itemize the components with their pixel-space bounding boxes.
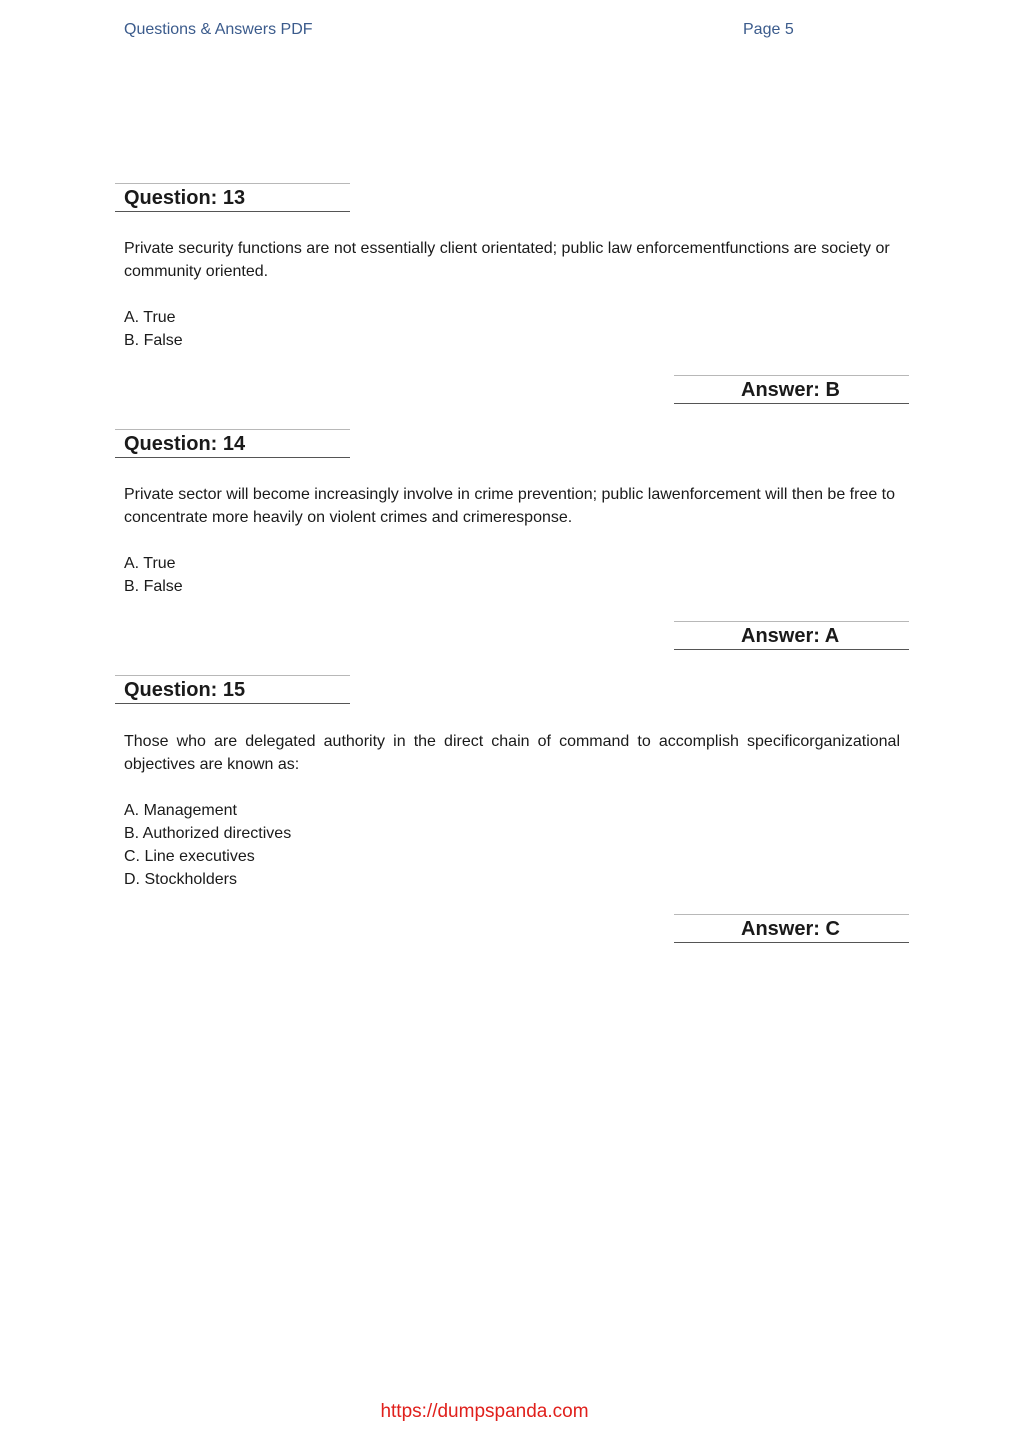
option-item: A. True — [124, 309, 176, 326]
answer-box — [674, 621, 909, 650]
option-item: B. False — [124, 578, 183, 595]
question-heading — [115, 183, 350, 212]
header-title: Questions & Answers PDF — [124, 21, 313, 38]
question-heading-label: Question: 15 — [124, 679, 246, 701]
footer-link[interactable]: https://dumpspanda.com — [380, 1401, 589, 1422]
question-text: Those who are delegated authority in the direct chain of command to accomplish specificorganizational objectives are known as: — [124, 733, 900, 773]
answer-box — [674, 914, 909, 943]
answer-box — [674, 375, 909, 404]
option-item: B. False — [124, 332, 183, 349]
answer-label: Answer: B — [741, 379, 840, 401]
option-item: D. Stockholders — [124, 871, 237, 888]
option-item: A. Management — [124, 802, 237, 819]
question-heading-label: Question: 13 — [124, 187, 246, 209]
answer-label: Answer: A — [741, 625, 840, 647]
options-list — [124, 552, 183, 598]
option-item: C. Line executives — [124, 848, 255, 865]
question-heading — [115, 675, 350, 704]
question-text: Private sector will become increasingly involve in crime prevention; public lawenforcement will then be free to concentrate more heavily on violent crimes and crimeresponse. — [124, 486, 896, 526]
option-item: A. True — [124, 555, 176, 572]
question-heading — [115, 429, 350, 458]
option-item: B. Authorized directives — [124, 825, 292, 842]
question-text: Private security functions are not essentially client orientated; public law enforcementfunctions are society or community oriented. — [124, 240, 890, 280]
page-number: Page 5 — [743, 21, 794, 38]
options-list — [124, 306, 183, 352]
answer-label: Answer: C — [741, 918, 840, 940]
question-heading-label: Question: 14 — [124, 433, 246, 455]
options-list — [124, 799, 291, 891]
